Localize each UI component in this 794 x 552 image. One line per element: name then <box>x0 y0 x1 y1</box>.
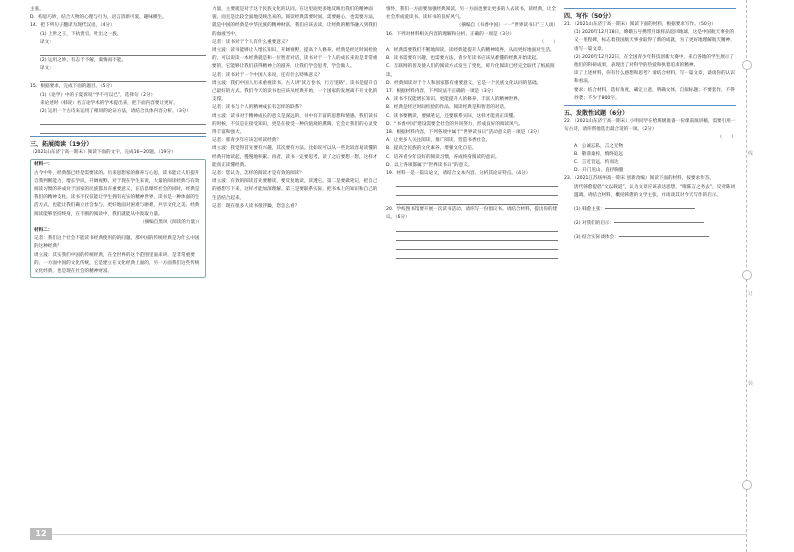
binding-hole <box>742 480 752 490</box>
answer-line[interactable] <box>40 126 206 134</box>
answer-line[interactable] <box>40 117 206 125</box>
option-b: B．经典是经过时间检验的作品，阅读经典是和智者的对话。 <box>386 105 509 111</box>
question-23-1 <box>564 200 736 214</box>
option-c: C．言近旨远，约而达 <box>574 160 619 166</box>
question-23-2-label: (2) 对我们的启示： <box>574 221 615 227</box>
option-a: A．公诚忘私，言之无物 <box>574 143 624 149</box>
interview-answer: 周立波：我觉得首先要有兴趣，其次要有方法。比如说可以从一些比较容易读懂的经典开始读起，慢慢地积累。再者，读书一定要思考，读了之后要想一想，这样才能真正读懂经典。 <box>212 146 378 168</box>
material-1: (1) 2020年12月18日，嫦娥五号携带月球样品返回地球，这是中国航天事业的又一里程碑，标志着我国航天事业取得了新的成就，为了更好地理解航天精神，请写一篇文章。 <box>574 30 735 52</box>
page-number: 12 <box>30 528 52 540</box>
interview-answer: 周立波：读书对于精神成长的意义是深远的，书中有丰富的思想和情感。我们读书的时候，不仅是在接受知识，更是在接受一种价值观的熏陶，它会让我们的心灵变得丰富和强大。 <box>212 113 378 136</box>
question-15: 15．根据要求，完成下面的题目。（5分） <box>30 84 115 90</box>
answer-line[interactable] <box>614 215 704 223</box>
interview-question: 记者：那青少年应该怎样读经典？ <box>212 138 281 144</box>
answer-label: 译文： <box>40 39 54 45</box>
answer-line[interactable] <box>396 233 558 241</box>
question-17: 17．根据材料内容，下列说法不正确的一项是（3分） <box>386 89 496 95</box>
answer-line[interactable] <box>40 48 206 56</box>
material-1-label: 材料一： <box>34 162 53 168</box>
question-14-1: (1) 上世之王，下执贵官，吐出之一族。 <box>40 31 122 37</box>
interview-question: 记者：现在很多人读书很浮躁，您怎么看？ <box>212 203 300 209</box>
option-b: B．提高全民族的文化素养，增强文化自信。 <box>386 146 477 152</box>
question-23-1-label: (1) 韩愈主张： <box>574 207 605 213</box>
interview-question: 记者：读书与个人的精神成长有怎样的联系？ <box>212 105 304 111</box>
option-a: A．读书不仅能增长知识，更能提升人的修养，丰富人的精神世界。 <box>386 97 523 103</box>
writing-prompt: 读了上述材料，你有什么感想和思考？请结合材料，写一篇文章，谈谈你的认识和看法。 <box>574 71 735 85</box>
binding-label: 线 <box>748 151 754 157</box>
option-c: C．互联网的普及使人们的阅读方式发生了变化，碎片化阅读已经完全取代了纸质阅读。 <box>386 64 555 78</box>
section-3-title: 三、拓展阅读（19分） <box>30 141 93 149</box>
question-23-2 <box>564 214 736 228</box>
answer-line[interactable] <box>396 251 558 259</box>
section-divider <box>564 105 736 106</box>
section-divider <box>564 8 736 9</box>
column-3 <box>386 6 558 260</box>
interview-answer: 周立波：读书能够让人增长知识，开阔视野，提高个人修养。经典是经过时间检验的，可以说读一本经典就是和一位智者对话。读书对于一个人的成长来说是非常重要的，它能够让我们获得精神上的滋养，让我们学会思考，学会做人。 <box>212 48 378 70</box>
material-2: (2) 2020年12月22日，在全国青少年科技创新大赛中，来自各地的学生展示了他们的科研成果，表现出了对科学的热爱和执着追求的精神。 <box>574 54 734 69</box>
binding-label: 装 <box>748 381 754 387</box>
option-b: B．读书需要有兴趣，也需要方法，青少年读书应该从难懂的经典开始读起。 <box>386 56 541 62</box>
footer-rule <box>30 534 746 535</box>
option-a: A．让更多人关注阅读，推广阅读，营造书香社会。 <box>386 138 491 144</box>
interview-answer: 周立波：有效的阅读首先要精读，要反复地读，读透它。第二是要做笔记，把自己的感想写下来，这样才能加深理解。第三是要联系实际，把书本上的知识和自己的生活结合起来。 <box>212 179 378 201</box>
text-line: 主张。 <box>30 7 44 12</box>
question-14-2: (2) 运用之妙，有志于不解，虞悔而不能。 <box>40 58 127 64</box>
answer-line[interactable] <box>396 188 558 196</box>
column-2 <box>212 6 380 211</box>
question-23-text: 唐代韩愈提倡“文以载道”，认为文章应该表达思想，“唯陈言之务去”，反对陈词滥调。请结合材料，概括韩愈的文学主张，并谈谈其对今天写作的启示。 <box>574 184 736 198</box>
writing-requirements: 要求：结合材料，选好角度，确定立意，明确文体，自拟标题；不要套作，不得抄袭；不少于800字。 <box>574 87 735 101</box>
material-2-answer: 周立波：其实我们中国的传统经典，在全世界的这个范围里面来讲，是非常重要的。一方面中国的文化传统，它是建立在文化经典上面的，另一方面我们这些传统文化经典，也是现在社会的精神财富。 <box>34 252 200 275</box>
section-4-title: 四、写作（50分） <box>564 13 615 20</box>
question-14: 14．把下列句子翻译为现代汉语。（4分） <box>30 23 115 29</box>
question-19: 19．材料一是一篇议论文，请结合文本内容，分析其论证特点。（4分） <box>386 171 531 177</box>
question-16: 16．下列对材料相关内容的理解和分析，正确的一项是（3分） <box>386 31 515 37</box>
answer-bracket[interactable]: （ ） <box>717 135 736 141</box>
option-d: D．经典阅读对于个人和国家都有重要意义，它是一个民族文化认同的基础。 <box>386 80 542 86</box>
binding-hole <box>742 60 752 70</box>
material-1-text: 古今中外，经典都已经是需要读的。历来思想家的修养与心思，读书能让人们提升自我判断能力，增长学识，开阔视野。对于现在学生来说，大量的阅读经典与有效阅读习惯的养成对于国家的民族都具有重要意义，在信息爆炸社会的同时，经典是我们的精神支柱。读书不仅仅能让学生拥有充实的精神世界，读书是一种体面的生活方式，也能让我们确立社会参与，更好地面对困难与磨难，共享文化之美。经典阅读能够坚持终身，在不断的阅读中，我们就能从中汲取力量。 <box>34 170 200 217</box>
option-d: D．“书香中国”建设需要全社会的共同努力，形成良好的阅读风气。 <box>386 121 523 127</box>
option-b: B．敬恭桑梓，慎终追远 <box>574 151 624 157</box>
interview-question: 记者：读书对于一个中国人来说，还有什么特殊意义？ <box>212 72 323 78</box>
question-18: 18．根据材料内容，下列各项中属于“世界读书日”活动意义的一项是（3分） <box>386 130 542 136</box>
column-4 <box>564 6 736 243</box>
question-20: 20．学校图书馆要开展一次读书活动，请你写一份倡议书。请结合材料，提出你的建议。（6分） <box>386 207 558 221</box>
answer-bracket[interactable]: （ ） <box>539 39 558 45</box>
question-22: 22．（2021山东济宁高一期末）小明同学在给班级准备一份课前演讲稿，需要引用一句古诗，请你帮他选出最合适的一项。（2分） <box>564 119 736 133</box>
answer-line[interactable] <box>396 179 558 187</box>
question-15-1b: 来论述时（韩说）名言论学术的学术提出来，把下面内容要让更好。 <box>40 100 178 106</box>
answer-line[interactable] <box>396 197 558 205</box>
section-5-title: 五、发散性试题（6分） <box>564 110 629 118</box>
answer-line[interactable] <box>619 229 709 237</box>
option-d: D．以上各项都属于“世界读书日”的意义。 <box>386 162 473 168</box>
material-source: （摘编自《书香中国》一一“世界读书日”三人谈） <box>456 23 558 29</box>
answer-label: 译文： <box>40 66 54 72</box>
option-c: C．读书要精读，要做笔记，还要联系实际，这样才能真正读懂。 <box>386 113 518 119</box>
answer-line[interactable] <box>605 201 695 209</box>
material-2-question: 记者：我们这个社会不能读书经典使用的的问题。那中国的传统经典是为什么中国的这种经典？ <box>34 236 200 250</box>
interview-answer: 周立波：我们中国人历来重视读书。古人讲“读万卷书，行万里路”，读书是提升自己最好的方式。我们今天的读书也应该从经典开始，一个国家的发展离不开文化的支撑。 <box>212 80 378 103</box>
interview-question: 记者：您认为，怎样的阅读才是有效的阅读？ <box>212 171 304 177</box>
option-a: A．经典需要我们不断地阅读，读经典能提升人的精神境界，从而更好地面对生活。 <box>386 48 555 54</box>
paragraph: 力量，主要就是对于这个民族文化的认同。在这里面更多地反映出我们的精神面貌，而且是比较全面地反映出来的。阅读经典需要时间，需要耐心，也需要方法，就是中国的经典是中华民族的精神财富，我们应该去读，让经典的精华融入到我们的血液当中。 <box>212 7 378 37</box>
material-1-source: （摘编自黑风《阅读的力量》） <box>139 219 202 225</box>
question-23: 23．（2021江苏扬州高一期末 创新改编）阅读下面的材料，按要求作答。 <box>564 176 714 182</box>
answer-line[interactable] <box>40 74 206 82</box>
section-3-intro: （2021山东济宁高一期末）阅读下面的文字，完成16~20题。（19分） <box>30 150 176 156</box>
material-2-label: 材料二： <box>34 228 53 234</box>
question-23-3-label: (3) 结合实际谈体会： <box>574 235 619 241</box>
answer-line[interactable] <box>396 224 558 232</box>
interview-question: 记者：读书对于个人有什么重要意义？ <box>212 39 291 45</box>
paragraph: 情怀，我们一方面要加强经典阅读，另一方面也要让更多的人去读书，读经典，让全社会形成爱读书、读好书的良好风气。 <box>386 7 556 21</box>
binding-label: 订 <box>748 291 754 297</box>
question-23-3 <box>564 228 736 242</box>
binding-hole <box>742 270 752 280</box>
option-c: C．培养青少年良好的阅读习惯，养成终身阅读的意识。 <box>386 154 500 160</box>
question-15-2: (2) 运用一个古诗来运用了相同的论证方法，请结合具体内容分析。（3分） <box>40 109 191 115</box>
reading-material-box <box>30 159 206 278</box>
column-1 <box>30 6 206 280</box>
question-21: 21．（2021山东济宁高一期末）阅读下面的材料，根据要求写作。（50分） <box>564 22 717 27</box>
option-d: D．开门见山，直抒胸臆 <box>574 168 624 174</box>
section-divider <box>30 136 206 137</box>
option-d: D．构思巧妙，结合人物的心理与行为，语言清新可爱，趣味横生。 <box>30 15 167 21</box>
question-15-1: (1)《论学》中的子夏诉说“学不可以已”，选择句（2分） <box>40 92 156 98</box>
answer-line[interactable] <box>396 242 558 250</box>
